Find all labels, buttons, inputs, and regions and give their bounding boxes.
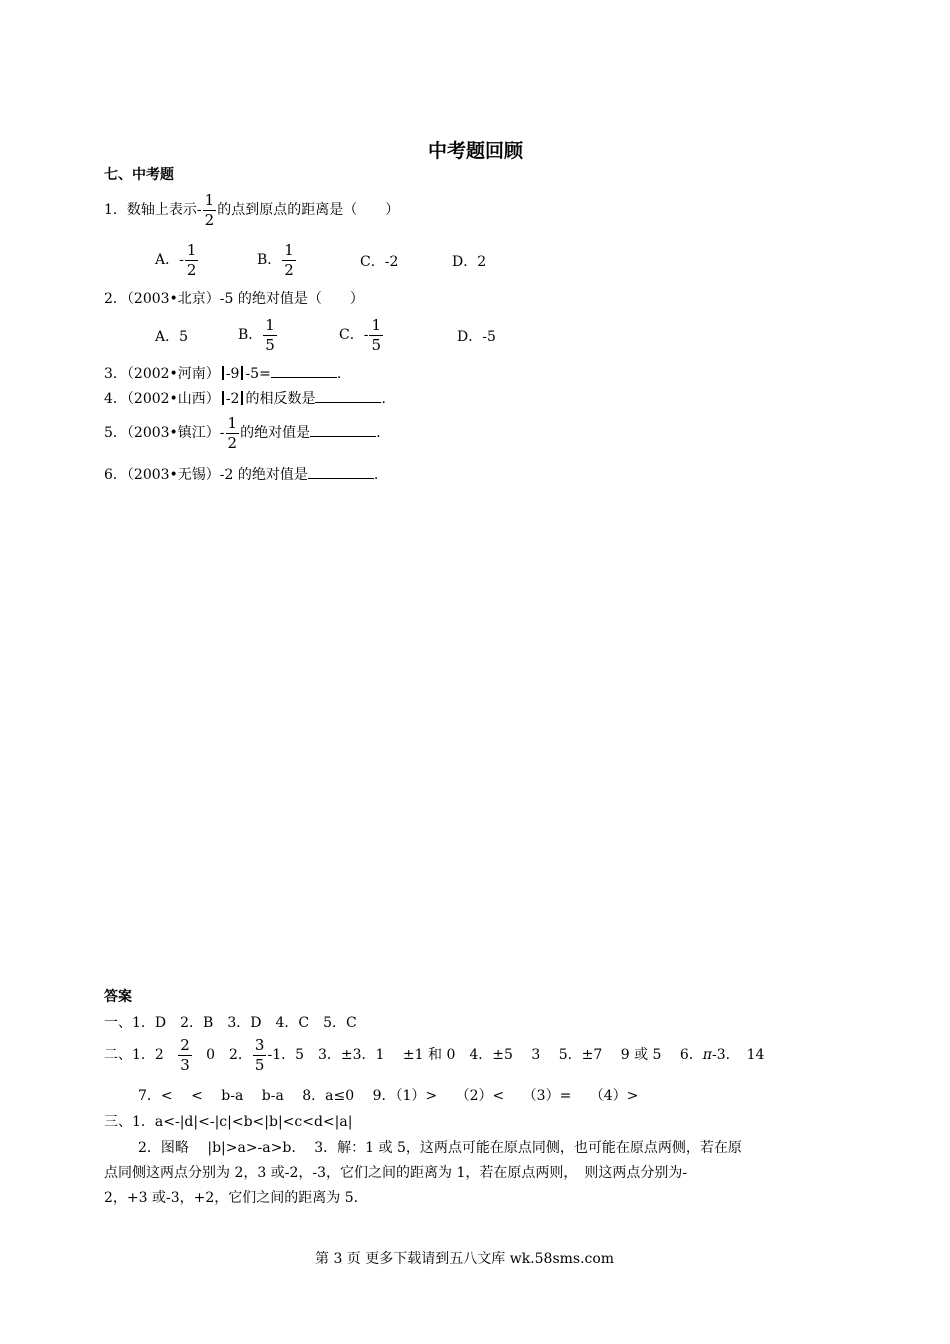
q1-option-b: B． $\frac{1}{2}$	[257, 240, 294, 279]
answers-line-7: 2，+3 或-3，+2，它们之间的距离为 5.	[104, 1190, 359, 1206]
answer-blank	[310, 424, 376, 437]
q1-text-pre: 数轴上表示-	[126, 202, 202, 218]
answers-line-3: 7．< < b-a b-a 8．a≤0 9．（1）> （2）< （3）= （4）>	[138, 1088, 639, 1104]
answers-line-2: 二、1．2 $\frac{2}{3}$ 0 2． $\frac{3}{5}$ -1．5 3．±3．1 ±1 和 0 4．±5 3 5．±7 9 或 5 6．π-3． 14	[104, 1035, 765, 1074]
page-footer: 第 3 页 更多下载请到五八文库 wk.58sms.com	[315, 1251, 615, 1267]
page-title: 中考题回顾	[428, 140, 524, 162]
question-3: 3．（2002•河南） -9 -5= .	[104, 366, 342, 382]
answer-blank	[308, 466, 374, 479]
q1-b-fraction: $\frac{1}{2}$	[284, 240, 294, 279]
answers-line-1: 一、1．D 2．B 3．D 4．C 5．C	[104, 1015, 357, 1031]
answer-blank	[271, 365, 337, 378]
answers-heading: 答案	[104, 989, 132, 1005]
q1-option-a: A．- $\frac{1}{2}$	[155, 240, 197, 279]
answer-fraction-b: $\frac{3}{5}$	[254, 1035, 265, 1074]
answer-blank	[315, 390, 381, 403]
answers-line-5: 2．图略 |b|>a>-a>b. 3．解：1 或 5，这两点可能在原点同侧，也可能在原点两侧，若在原	[138, 1140, 742, 1156]
q1-option-d: D．2	[452, 254, 487, 270]
q2-c-fraction: $\frac{1}{5}$	[371, 315, 381, 354]
q1-fraction: $\frac{1}{2}$	[204, 190, 215, 229]
q2-option-c: C．- $\frac{1}{5}$	[339, 315, 381, 354]
question-5: 5．（2003•镇江）- $\frac{1}{2}$ 的绝对值是 .	[104, 413, 381, 452]
q1-option-c: C．-2	[360, 254, 399, 270]
question-1	[104, 190, 399, 230]
q1-number: 1．	[104, 202, 127, 218]
answers-line-4: 三、1．a<-|d|<-|c|<b<|b|<c<d<|a|	[104, 1114, 353, 1130]
pi-symbol: π	[702, 1047, 712, 1063]
q2-option-d: D．-5	[457, 329, 496, 345]
answers-line-6: 点同侧这两点分别为 2，3 或-2，-3，它们之间的距离为 1，若在原点两则， 则这两点分别为-	[104, 1165, 688, 1181]
q5-fraction: $\frac{1}{2}$	[227, 413, 238, 452]
question-6: 6．（2003•无锡）-2 的绝对值是 .	[104, 467, 379, 483]
q2-b-fraction: $\frac{1}{5}$	[265, 315, 275, 354]
question-2: 2．（2003•北京）-5 的绝对值是（ ）	[104, 291, 364, 307]
q2-option-b: B． $\frac{1}{5}$	[238, 315, 275, 354]
answer-fraction-a: $\frac{2}{3}$	[180, 1035, 190, 1074]
q1-text-post: 的点到原点的距离是（ ）	[217, 202, 400, 218]
q1-a-fraction: $\frac{1}{2}$	[186, 240, 197, 279]
question-4: 4．（2002•山西） -2 的相反数是 .	[104, 391, 386, 407]
section-heading: 七、中考题	[104, 167, 174, 183]
q2-option-a: A．5	[155, 329, 189, 345]
